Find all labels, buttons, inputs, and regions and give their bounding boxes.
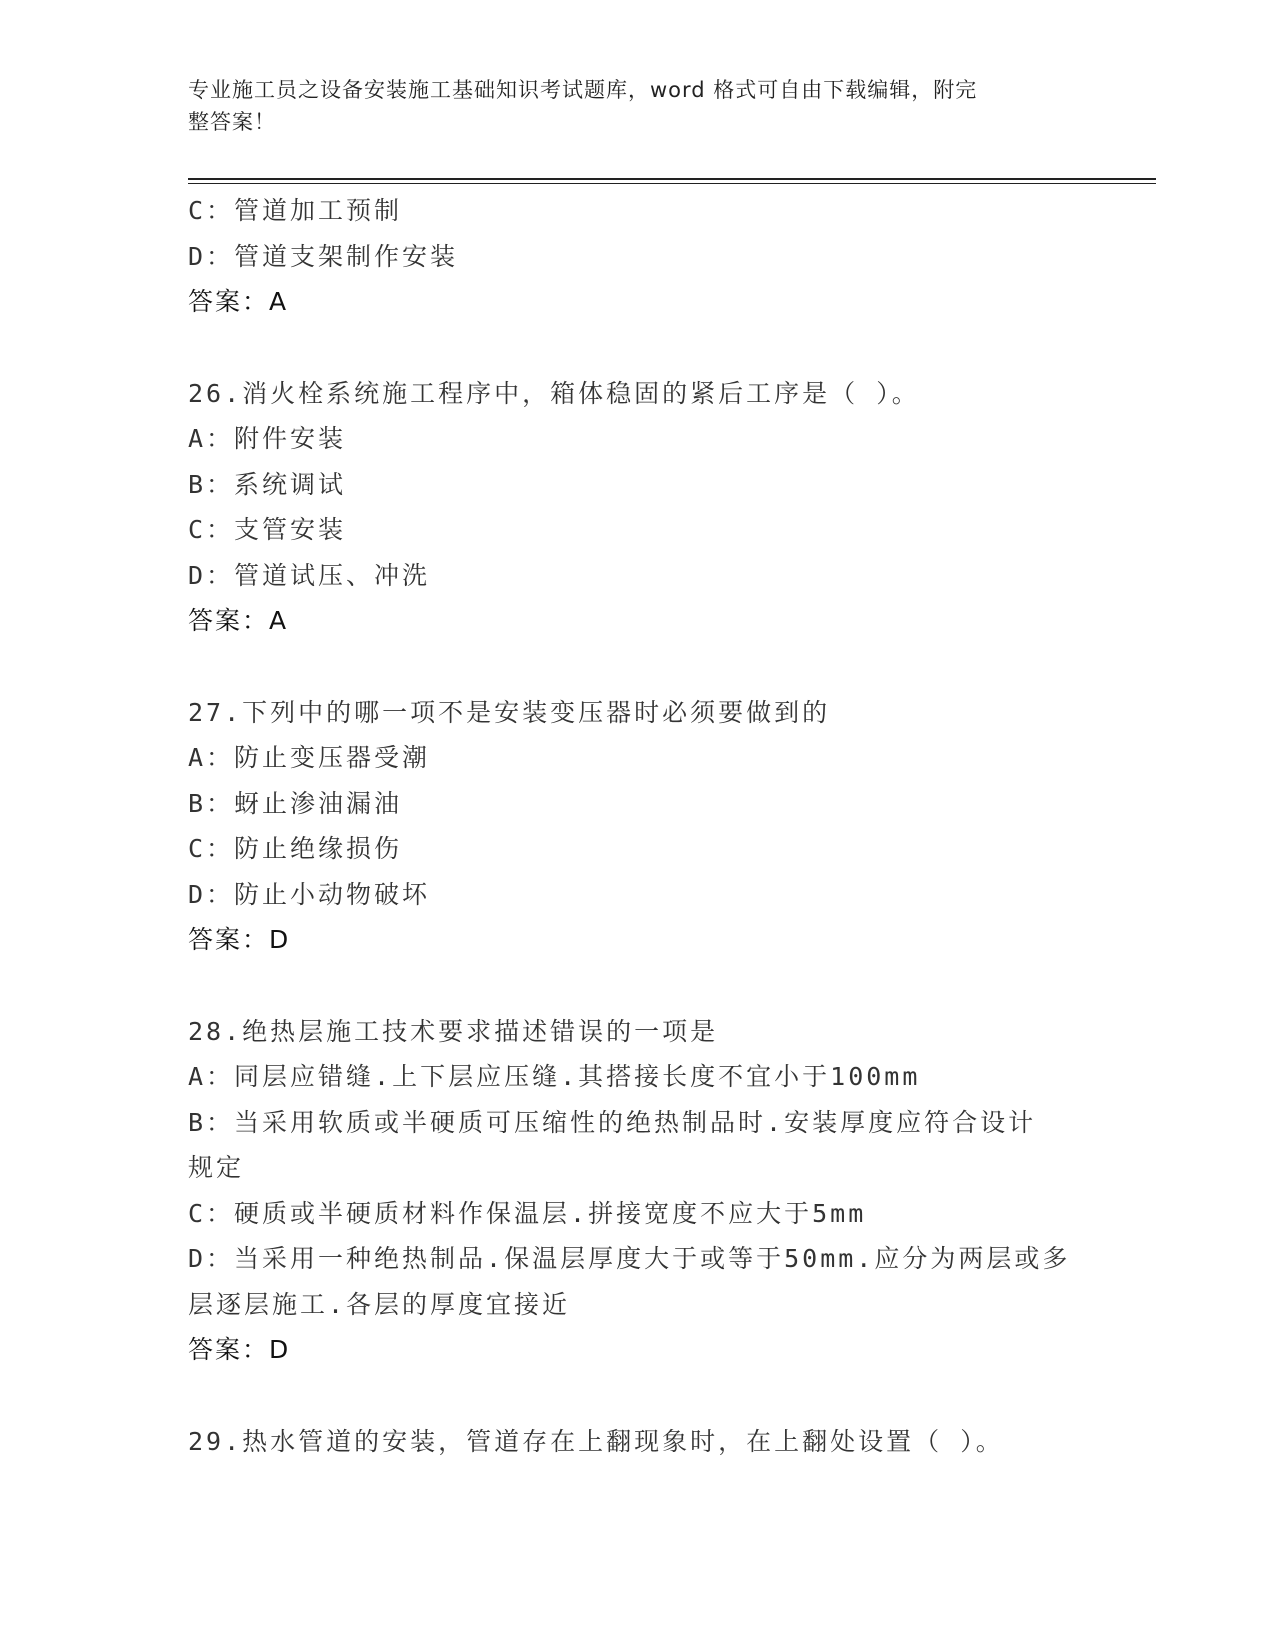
option-b: B：系统调试: [188, 469, 347, 499]
header-line-1: 专业施工员之设备安装施工基础知识考试题库，word 格式可自由下载编辑，附完: [188, 78, 978, 102]
question-26-block: [188, 371, 1088, 644]
option-d: D：管道支架制作安装: [188, 241, 459, 271]
question-28-block: [188, 1009, 1088, 1373]
question-28-text: 28.绝热层施工技术要求描述错误的一项是: [188, 1016, 719, 1046]
question-29-block: [188, 1419, 1088, 1465]
spacer: [188, 644, 1088, 690]
document-header: [188, 74, 1068, 138]
answer-line: 答案：D: [188, 1335, 291, 1364]
option-a: A：附件安装: [188, 424, 347, 453]
option-d: D：管道试压、冲洗: [188, 560, 431, 590]
answer-line: 答案：D: [188, 925, 291, 954]
question-27-text: 27.下列中的哪一项不是安装变压器时必须要做到的: [188, 697, 831, 727]
option-b-line-2: 规定: [188, 1153, 245, 1182]
spacer: [188, 963, 1088, 1009]
option-a: A：同层应错缝.上下层应压缝.其搭接长度不宜小于100mm: [188, 1062, 921, 1091]
option-d-line-2: 层逐层施工.各层的厚度宜接近: [188, 1289, 571, 1319]
spacer: [188, 1373, 1088, 1419]
header-divider-thin: [188, 183, 1156, 184]
option-c: C：防止绝缘损伤: [188, 834, 403, 863]
option-c: C：管道加工预制: [188, 196, 403, 225]
question-29-text: 29.热水管道的安装，管道存在上翻现象时，在上翻处设置（ ）。: [188, 1426, 1004, 1456]
answer-line: 答案：A: [188, 606, 289, 635]
option-c: C：硬质或半硬质材料作保温层.拼接宽度不应大于5mm: [188, 1198, 867, 1228]
answer-line: 答案：A: [188, 287, 289, 316]
option-a: A：防止变压器受潮: [188, 743, 431, 772]
question-26-text: 26.消火栓系统施工程序中，箱体稳固的紧后工序是（ ）。: [188, 378, 920, 408]
header-divider-thick: [188, 178, 1156, 180]
option-b: B：蚜止渗油漏油: [188, 788, 403, 818]
question-list: [188, 188, 1088, 1464]
previous-question-block: [188, 188, 1088, 325]
option-d: D：防止小动物破坏: [188, 879, 431, 909]
option-b-line-1: B：当采用软质或半硬质可压缩性的绝热制品时.安装厚度应符合设计: [188, 1107, 1037, 1137]
option-c: C：支管安装: [188, 515, 347, 544]
option-d-line-1: D：当采用一种绝热制品.保温层厚度大于或等于50mm.应分为两层或多: [188, 1244, 1071, 1273]
spacer: [188, 325, 1088, 371]
question-27-block: [188, 690, 1088, 963]
header-line-2: 整答案！: [188, 110, 276, 134]
